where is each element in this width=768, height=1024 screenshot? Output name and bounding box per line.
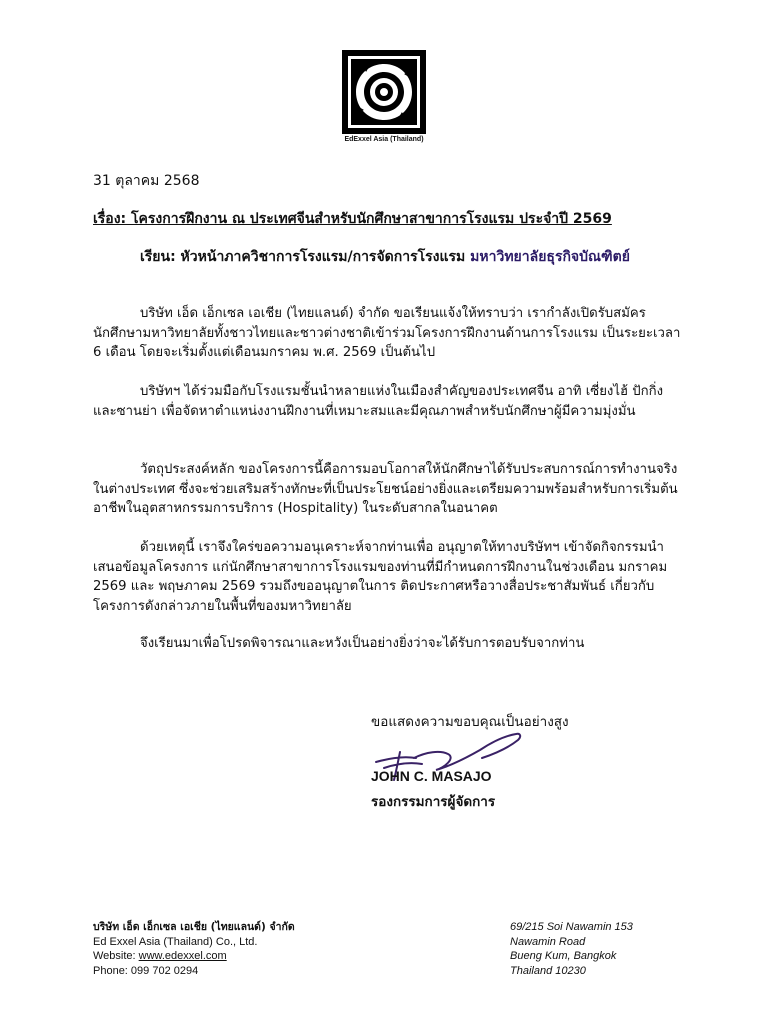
letter-date: 31 ตุลาคม 2568 [93, 173, 200, 189]
signer-title: รองกรรมการผู้จัดการ [371, 794, 496, 810]
body-paragraph-5: จึงเรียนมาเพื่อโปรดพิจารณาและหวังเป็นอย่างยิ่งว่าจะได้รับการตอบรับจากท่าน [140, 636, 585, 651]
signer-name: JOHN C. MASAJO [371, 768, 492, 784]
recipient-prefix: เรียน: หัวหน้าภาควิชาการโรงแรม/การจัดการโรงแรม [140, 249, 471, 265]
website-label: Website: [93, 950, 139, 962]
letter-subject: เรื่อง: โครงการฝึกงาน ณ ประเทศจีนสำหรับนักศึกษาสาขาการโรงแรม ประจำปี 2569 [93, 211, 612, 227]
footer-company-th: บริษัท เอ็ด เอ็กเซล เอเชีย (ไทยแลนด์) จำกัด [93, 921, 295, 933]
body-paragraph-4: ด้วยเหตุนี้ เราจึงใคร่ขอความอนุเคราะห์จากท่านเพื่อ อนุญาตให้ทางบริษัทฯ เข้าจัดกิจกรรมนำเสนอข้อมูลโครงการ แก่นักศึกษาสาขาการโรงแรมของท่านที่มีกำหนดการฝึกงานในช่วงเดือน มกราคม 2569 และ พฤษภาคม 2569 รวมถึงขออนุญาตในการ ติดประกาศหรือวางสื่อประชาสัมพันธ์ เกี่ยวกับโครงการดังกล่าวภายในพื้นที่ของมหาวิทยาลัย [93, 540, 668, 614]
company-logo [338, 50, 430, 143]
body-paragraph-1: บริษัท เอ็ด เอ็กเซล เอเชีย (ไทยแลนด์) จำกัด ขอเรียนแจ้งให้ทราบว่า เรากำลังเปิดรับสมัครนักศึกษามหาวิทยาลัยทั้งชาวไทยและชาวต่างชาติเข้าร่วมโครงการฝึกงานด้านการโรงแรม เป็นระยะเวลา 6 เดือน โดยจะเริ่มตั้งแต่เดือนมกราคม พ.ศ. 2569 เป็นต้นไป [93, 306, 681, 360]
edexxel-swirl-icon [342, 50, 426, 134]
footer-company-info [93, 920, 295, 978]
recipient-university: มหาวิทยาลัยธุรกิจบัณฑิตย์ [470, 249, 630, 265]
body-paragraph-3: วัตถุประสงค์หลัก ของโครงการนี้คือการมอบโอกาสให้นักศึกษาได้รับประสบการณ์การทำงานจริงในต่างประเทศ ซึ่งจะช่วยเสริมสร้างทักษะที่เป็นประโยชน์อย่างยิ่งและเตรียมความพร้อมสำหรับการเริ่มต้นอาชีพในอุตสาหกรรมการบริการ (Hospitality) ในระดับสากลในอนาคต [93, 462, 678, 516]
logo-caption: EdExxel Asia (Thailand) [344, 136, 424, 143]
closing-text: ขอแสดงความขอบคุณเป็นอย่างสูง [371, 714, 569, 730]
address-line-3: Bueng Kum, Bangkok [510, 950, 617, 962]
footer-company-en: Ed Exxel Asia (Thailand) Co., Ltd. [93, 935, 258, 948]
address-line-1: 69/215 Soi Nawamin 153 [510, 921, 633, 933]
footer-phone: Phone: 099 702 0294 [93, 964, 199, 977]
footer-address [510, 920, 633, 978]
address-line-4: Thailand 10230 [510, 964, 586, 977]
body-paragraph-2: บริษัทฯ ได้ร่วมมือกับโรงแรมชั้นนำหลายแห่งในเมืองสำคัญของประเทศจีน อาทิ เซี่ยงไฮ้ ปักกิ่ง และซานย่า เพื่อจัดหาตำแหน่งงานฝึกงานที่เหมาะสมและมีคุณภาพสำหรับนักศึกษาผู้มีความมุ่งมั่น [93, 384, 664, 419]
letter-recipient [140, 246, 640, 268]
website-link[interactable]: www.edexxel.com [138, 950, 227, 962]
address-line-2: Nawamin Road [510, 935, 586, 948]
footer-website [93, 949, 295, 964]
